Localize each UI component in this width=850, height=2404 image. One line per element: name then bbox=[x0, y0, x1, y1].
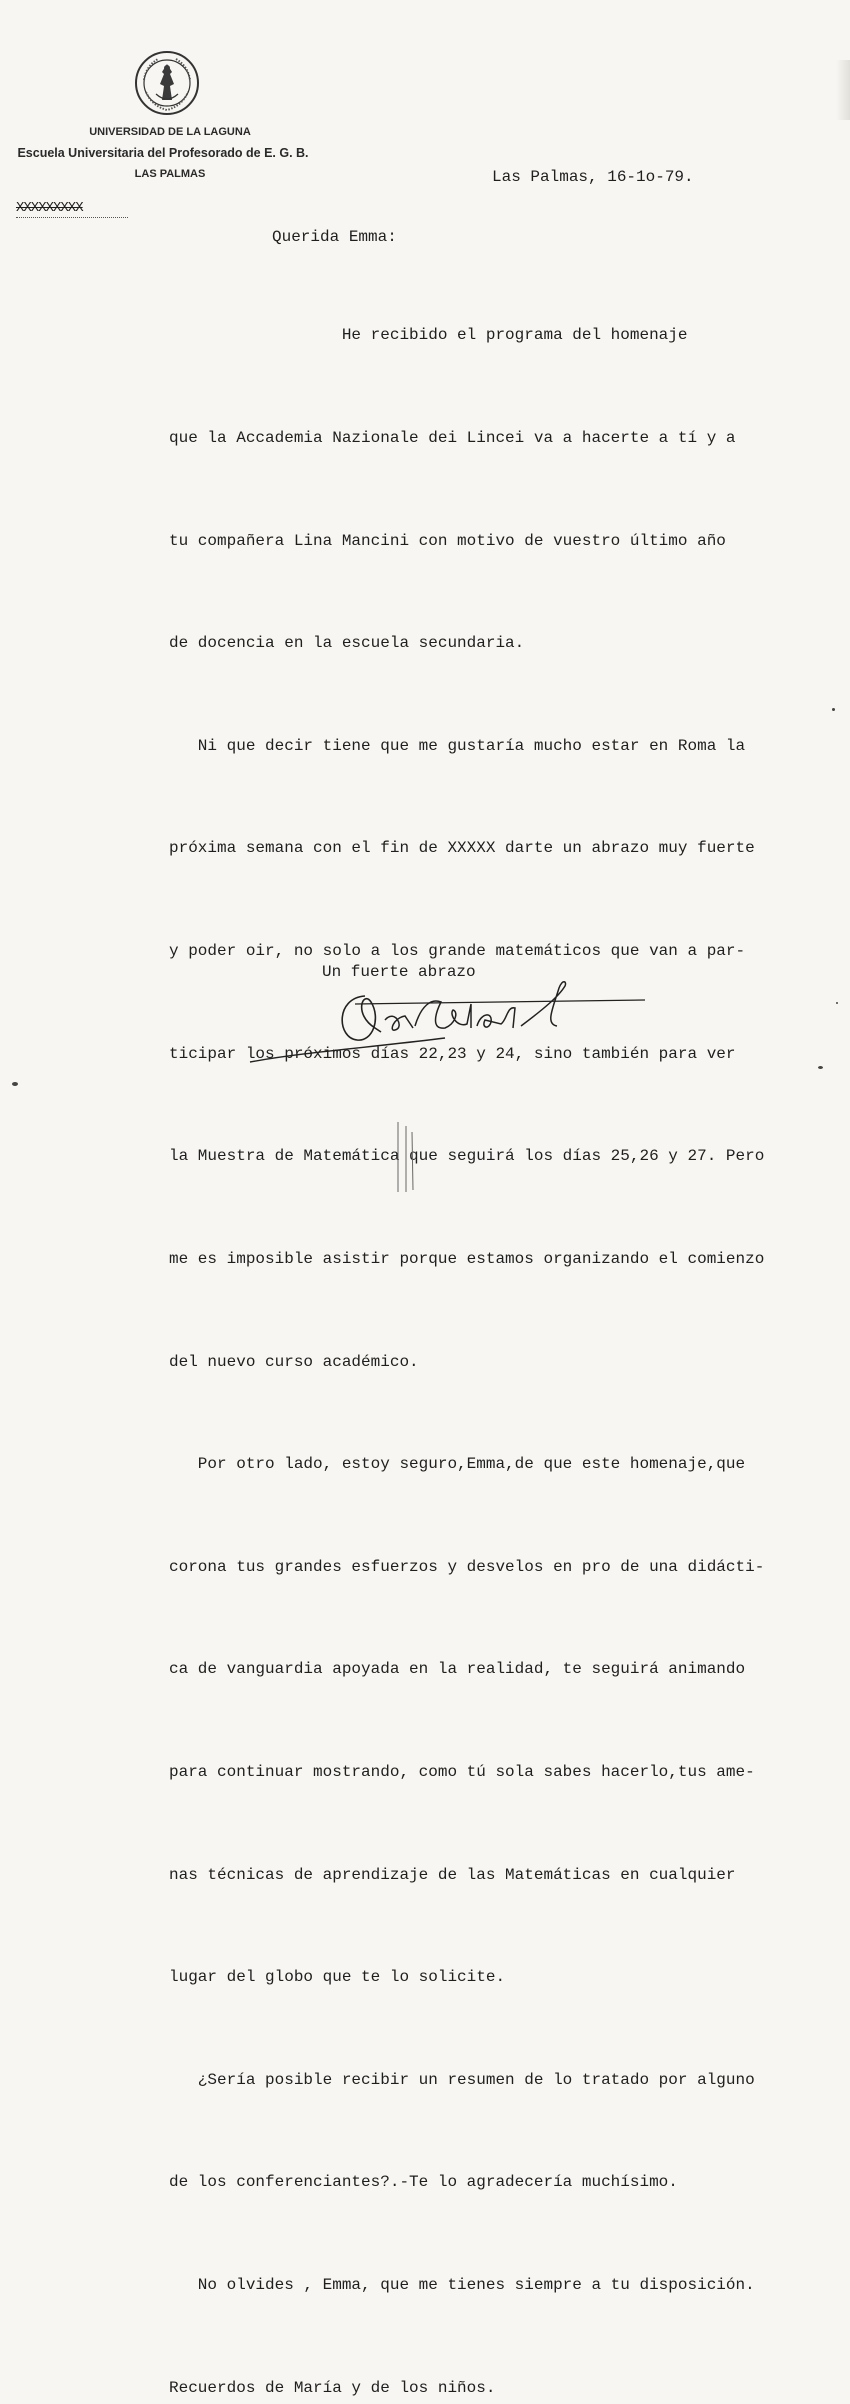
salutation: Querida Emma: bbox=[272, 228, 397, 246]
body-line: ca de vanguardia apoyada en la realidad, te seguirá animando bbox=[169, 1660, 746, 1679]
scan-speck bbox=[832, 708, 835, 711]
body-line: corona tus grandes esfuerzos y desvelos en pro de una didácti- bbox=[169, 1557, 765, 1576]
scan-margin-marks bbox=[392, 1122, 422, 1192]
reference-underline bbox=[16, 217, 128, 218]
scan-speck bbox=[818, 1066, 823, 1069]
body-line: próxima semana con el fin de XXXXX darte un abrazo muy fuerte bbox=[169, 839, 755, 858]
scan-edge-shadow bbox=[836, 60, 850, 120]
body-line: de los conferenciantes?.-Te lo agradecería muchísimo. bbox=[169, 2173, 678, 2192]
body-line: Recuerdos de María y de los niños. bbox=[169, 2378, 496, 2397]
body-line: la Muestra de Matemática que seguirá los días 25,26 y 27. Pero bbox=[169, 1147, 765, 1166]
university-name: UNIVERSIDAD DE LA LAGUNA bbox=[89, 126, 251, 138]
body-line: me es imposible asistir porque estamos organizando el comienzo bbox=[169, 1249, 765, 1268]
body-line: y poder oir, no solo a los grande matemáticos que van a par- bbox=[169, 942, 746, 961]
body-line: Por otro lado, estoy seguro,Emma,de que este homenaje,que bbox=[169, 1455, 746, 1474]
letterhead bbox=[10, 122, 330, 185]
body-line: tu compañera Lina Mancini con motivo de vuestro último año bbox=[169, 531, 726, 550]
body-line: para continuar mostrando, como tú sola sabes hacerlo,tus ame- bbox=[169, 1762, 755, 1781]
body-line: de docencia en la escuela secundaria. bbox=[169, 634, 525, 653]
letter-date: Las Palmas, 16-1o-79. bbox=[492, 168, 694, 186]
university-seal-icon bbox=[134, 50, 200, 116]
body-line: que la Accademia Nazionale dei Lincei va a hacerte a tí y a bbox=[169, 429, 736, 448]
scan-speck bbox=[836, 1002, 838, 1004]
city-name: LAS PALMAS bbox=[134, 168, 206, 180]
body-line: del nuevo curso académico. bbox=[169, 1352, 419, 1371]
body-line: Ni que decir tiene que me gustaría mucho estar en Roma la bbox=[169, 736, 746, 755]
body-line: ¿Sería posible recibir un resumen de lo tratado por alguno bbox=[169, 2070, 755, 2089]
body-line: ticipar los próximos días 22,23 y 24, sino también para ver bbox=[169, 1044, 736, 1063]
body-line: nas técnicas de aprendizaje de las Matemáticas en cualquier bbox=[169, 1865, 736, 1884]
letter-body bbox=[169, 250, 824, 2404]
reference-number: XXXXXXXXX bbox=[16, 200, 83, 216]
body-line: No olvides , Emma, que me tienes siempre a tu disposición. bbox=[169, 2275, 755, 2294]
closing-phrase: Un fuerte abrazo bbox=[322, 963, 476, 981]
body-line: lugar del globo que te lo solicite. bbox=[169, 1968, 506, 1987]
body-line: He recibido el programa del homenaje bbox=[169, 326, 688, 345]
school-name: Escuela Universitaria del Profesorado de E. G. B. bbox=[17, 146, 309, 160]
scan-speck bbox=[12, 1082, 18, 1086]
handwritten-signature-icon bbox=[245, 968, 665, 1078]
